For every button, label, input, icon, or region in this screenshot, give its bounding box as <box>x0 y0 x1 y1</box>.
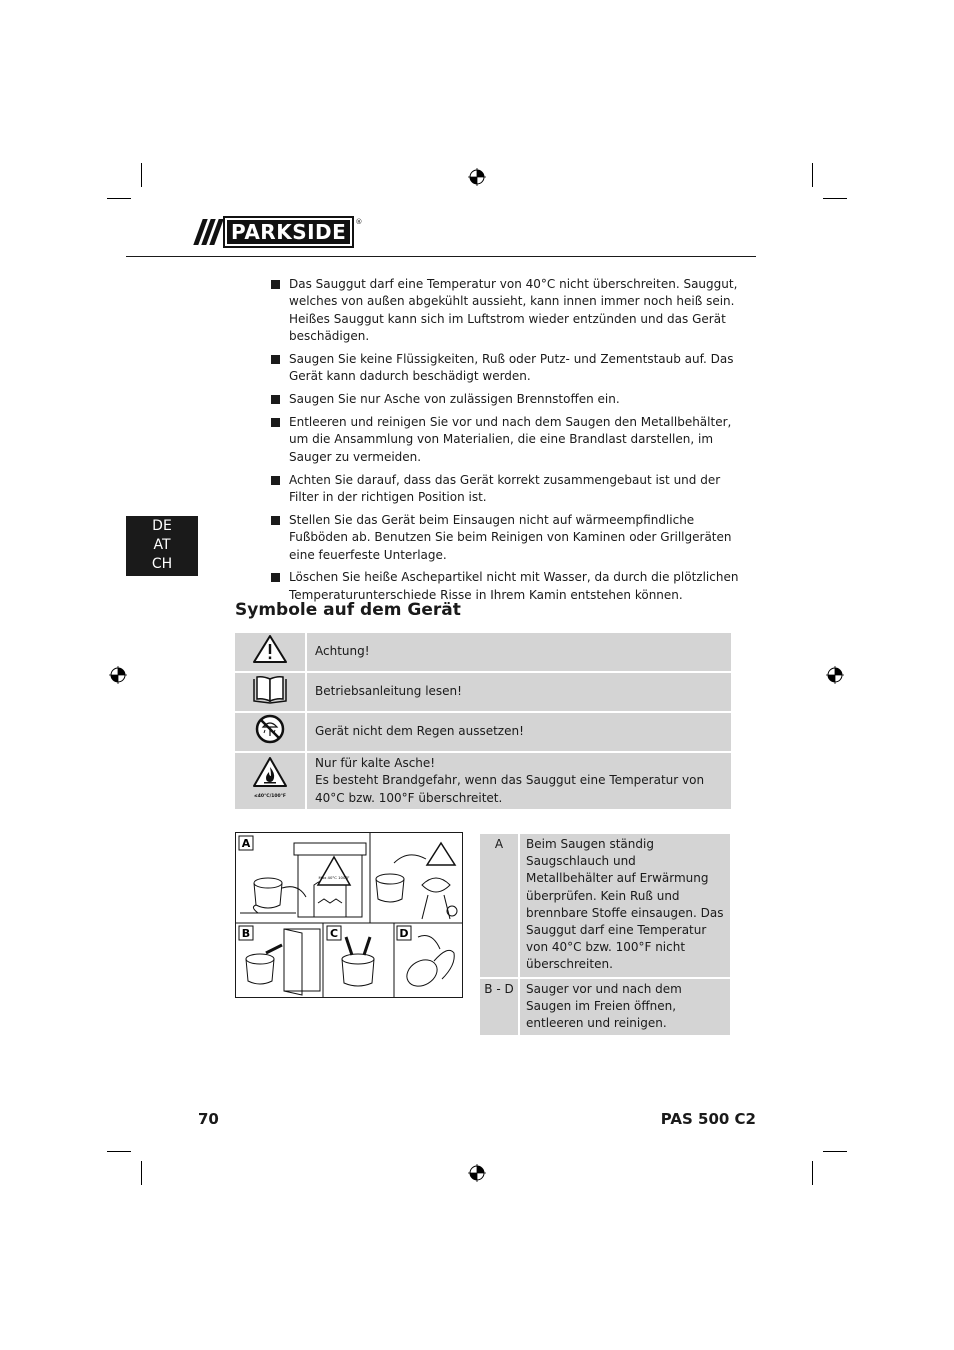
bullet-square-icon <box>271 516 280 525</box>
bullet-square-icon <box>271 476 280 485</box>
language-at: AT <box>153 537 171 553</box>
logo-slashes <box>198 219 219 245</box>
model-name: PAS 500 C2 <box>660 1110 756 1128</box>
parkside-logo <box>198 218 362 246</box>
step-text: Sauger vor und nach dem Saugen im Freien öffnen, entleeren und reinigen. <box>520 979 730 1038</box>
table-row <box>235 633 731 673</box>
table-row <box>235 713 731 753</box>
bullet-text: Stellen Sie das Gerät beim Einsaugen nicht auf wärmeempfindliche Fußböden ab. Benutzen Sie beim Reinigen von Kaminen oder Grillgeräten eine feuerfeste Unterlage. <box>289 512 732 562</box>
max-temperature-sign: Max 40°C 100°F <box>318 875 350 880</box>
symbol-text-line: Nur für kalte Asche! <box>315 756 436 770</box>
list-item <box>270 512 740 564</box>
panel-label-c: C <box>329 927 339 940</box>
language-tab <box>126 516 198 576</box>
language-de: DE <box>152 518 172 534</box>
list-item <box>270 276 740 346</box>
table-row <box>235 673 731 713</box>
step-text: Beim Saugen ständig Saugschlauch und Metallbehälter auf Erwärmung überprüfen. Kein Ruß und brennbare Stoffe einsaugen. Das Sauggut darf eine Temperatur von 40°C bzw. 100°F nicht überschreiten. <box>520 834 730 979</box>
list-item <box>270 414 740 466</box>
crop-mark <box>823 198 847 199</box>
registration-mark-icon <box>468 1164 486 1182</box>
bullet-text: Saugen Sie keine Flüssigkeiten, Ruß oder Putz- und Zementstaub auf. Das Gerät kann dadurch beschädigt werden. <box>289 352 734 384</box>
bullet-text: Saugen Sie nur Asche von zulässigen Brennstoffen ein. <box>289 392 620 407</box>
crop-mark <box>823 1151 847 1152</box>
step-key: A <box>480 834 520 979</box>
crop-mark <box>812 163 813 187</box>
crop-mark <box>107 198 131 199</box>
bullet-square-icon <box>271 573 280 582</box>
symbol-text-line: Es besteht Brandgefahr, wenn das Sauggut eine Temperatur von 40°C bzw. 100°F überschreitet. <box>315 773 705 805</box>
bullet-text: Achten Sie darauf, dass das Gerät korrekt zusammengebaut ist und der Filter in der richtigen Position ist. <box>289 472 721 505</box>
symbol-text: Gerät nicht dem Regen aussetzen! <box>307 713 731 753</box>
panel-label-a: A <box>241 837 251 850</box>
table-row <box>480 979 730 1038</box>
panel-label-b: B <box>241 927 251 940</box>
warning-triangle-icon <box>252 634 288 664</box>
crop-mark <box>812 1161 813 1185</box>
bullet-text: Entleeren und reinigen Sie vor und nach dem Saugen den Metallbehälter, um die Ansammlung von Materialien, die eine Brandlast darstellen, im Sauger zu vermeiden. <box>289 415 732 464</box>
list-item <box>270 472 740 507</box>
manual-book-icon <box>250 674 290 704</box>
header-rule <box>126 256 756 257</box>
list-item <box>270 391 740 408</box>
no-rain-icon <box>254 713 286 745</box>
bullet-text: Löschen Sie heiße Aschepartikel nicht mit Wasser, da durch die plötzlichen Temperaturunterschiede Risse in Ihrem Kamin entstehen können. <box>289 570 739 602</box>
logo-registered-mark: ® <box>355 218 363 226</box>
symbol-text: Betriebsanleitung lesen! <box>307 673 731 713</box>
symbol-text <box>307 753 731 811</box>
panel-label-d: D <box>399 927 409 940</box>
language-ch: CH <box>151 556 173 572</box>
registration-mark-icon <box>468 168 486 186</box>
fire-hazard-icon-label: ≤40°C/100°F <box>254 794 286 800</box>
usage-illustration-drawing <box>236 833 462 997</box>
symbol-icon-cell <box>235 713 307 753</box>
symbol-icon-cell <box>235 633 307 673</box>
crop-mark <box>107 1151 131 1152</box>
crop-mark <box>141 1161 142 1185</box>
table-row <box>235 753 731 811</box>
crop-mark <box>141 163 142 187</box>
page-number: 70 <box>198 1110 219 1128</box>
bullet-square-icon <box>271 280 280 289</box>
step-key: B - D <box>480 979 520 1038</box>
usage-steps-table <box>480 834 730 1037</box>
logo-wordmark: PARKSIDE <box>223 216 354 248</box>
registration-mark-icon <box>109 666 127 684</box>
list-item <box>270 351 740 386</box>
symbol-icon-cell <box>235 753 307 811</box>
section-title: Symbole auf dem Gerät <box>235 600 461 620</box>
bullet-text: Das Sauggut darf eine Temperatur von 40°C nicht überschreiten. Sauggut, welches von außen abgekühlt aussieht, kann innen immer noch heiß sein. Heißes Sauggut kann sich im Luftstrom wieder entzünden und das Gerät beschädigen. <box>289 277 738 344</box>
registration-mark-icon <box>826 666 844 684</box>
table-row <box>480 834 730 979</box>
symbol-text: Achtung! <box>307 633 731 673</box>
safety-bullet-list <box>270 276 740 610</box>
bullet-square-icon <box>271 355 280 364</box>
fire-hazard-icon <box>252 756 288 800</box>
bullet-square-icon <box>271 395 280 404</box>
usage-illustration <box>235 832 463 998</box>
bullet-square-icon <box>271 418 280 427</box>
symbols-table <box>235 633 731 811</box>
symbol-icon-cell <box>235 673 307 713</box>
